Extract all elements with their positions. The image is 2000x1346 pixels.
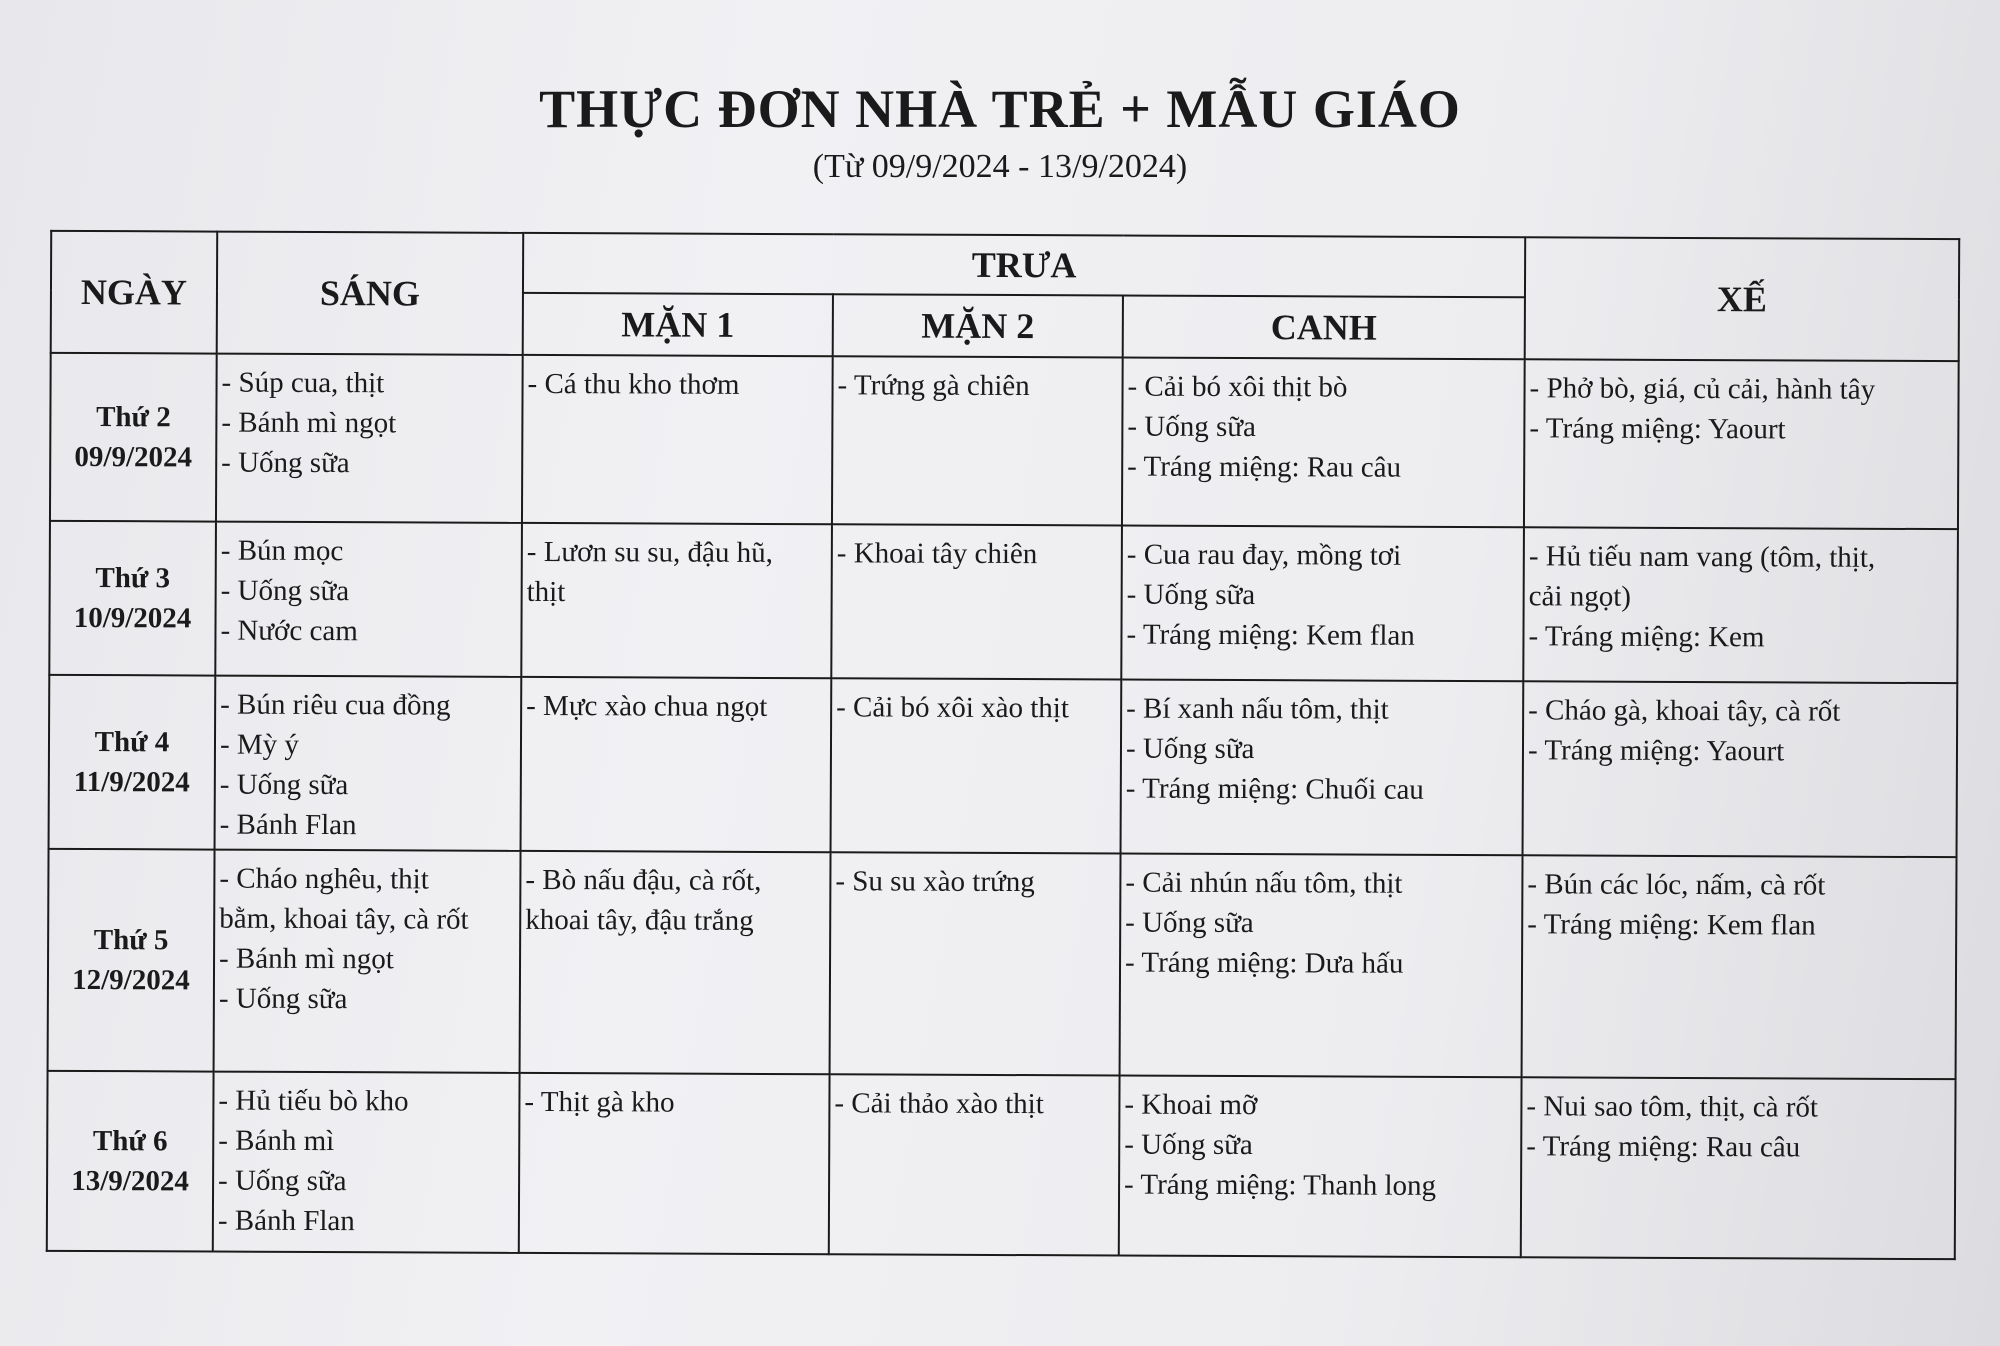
man1-cell <box>521 523 832 678</box>
menu-line: - Uống sữa <box>218 1164 347 1198</box>
menu-line: - Cải thảo xào thịt <box>834 1087 1044 1121</box>
menu-line: - Tráng miệng: Dưa hấu <box>1124 946 1404 980</box>
menu-line: - Cải nhún nấu tôm, thịt <box>1125 866 1403 900</box>
menu-line: - Cháo nghêu, thịt <box>219 862 429 896</box>
date-range-subtitle: (Từ 09/9/2024 - 13/9/2024) <box>812 148 1188 185</box>
menu-line: - Bánh Flan <box>219 808 357 842</box>
day-cell <box>49 675 216 850</box>
menu-line: - Bún riêu cua đồng <box>220 688 451 722</box>
menu-line: - Tráng miệng: Kem flan <box>1126 618 1415 652</box>
menu-line: thịt <box>526 575 566 609</box>
menu-line: - Tráng miệng: Kem flan <box>1527 908 1816 942</box>
menu-line: - Bún mọc <box>220 534 344 568</box>
menu-line: - Cải bó xôi thịt bò <box>1127 370 1348 404</box>
menu-line: - Bánh mì ngọt <box>218 942 394 976</box>
menu-line: - Uống sữa <box>1127 410 1256 444</box>
menu-body <box>47 353 1959 1259</box>
sang-cell <box>213 1072 520 1253</box>
day-date: 11/9/2024 <box>73 765 190 799</box>
menu-line: - Khoai tây chiên <box>836 537 1038 571</box>
menu-line: - Trứng gà chiên <box>837 369 1030 403</box>
menu-line: - Uống sữa <box>220 574 350 608</box>
man2-cell <box>831 524 1122 679</box>
menu-line: - Uống sữa <box>219 768 349 802</box>
menu-line: - Uống sữa <box>221 446 350 480</box>
menu-line: - Su su xào trứng <box>835 865 1035 899</box>
menu-line: - Tráng miệng: Rau câu <box>1526 1130 1801 1164</box>
header-canh: CANH <box>1123 296 1525 360</box>
menu-line: - Phở bò, giá, củ cải, hành tây <box>1529 372 1876 406</box>
page-title: THỰC ĐƠN NHÀ TRẺ + MẪU GIÁO <box>539 79 1461 139</box>
day-date: 09/9/2024 <box>74 440 193 474</box>
canh-cell <box>1119 1076 1522 1258</box>
xe-cell <box>1521 1077 1956 1259</box>
menu-line: - Tráng miệng: Rau câu <box>1127 450 1402 484</box>
header-xe: XẾ <box>1525 237 1960 361</box>
xe-cell <box>1523 681 1958 857</box>
menu-line: - Thịt gà kho <box>524 1085 675 1119</box>
menu-line: - Bánh Flan <box>217 1204 355 1238</box>
canh-cell <box>1121 526 1524 682</box>
man2-cell <box>829 1074 1120 1255</box>
xe-cell <box>1524 359 1959 529</box>
menu-line: - Bí xanh nấu tôm, thịt <box>1126 692 1389 726</box>
menu-line: - Hủ tiếu nam vang (tôm, thịt, <box>1528 540 1876 574</box>
menu-line: - Cua rau đay, mồng tơi <box>1126 538 1402 572</box>
header-man1: MẶN 1 <box>523 293 833 356</box>
header-ngay: NGÀY <box>51 231 218 354</box>
table-row <box>49 521 1958 683</box>
menu-line: - Tráng miệng: Kem <box>1528 620 1765 654</box>
xe-cell <box>1522 855 1957 1079</box>
menu-line: - Uống sữa <box>1125 906 1254 940</box>
day-name: Thứ 5 <box>93 924 169 957</box>
menu-line: - Uống sữa <box>218 982 348 1016</box>
menu-line: - Nui sao tôm, thịt, cà rốt <box>1526 1090 1819 1124</box>
sang-cell <box>215 676 522 851</box>
day-cell <box>47 1071 214 1252</box>
menu-line: - Bò nấu đậu, cà rốt, <box>525 863 762 897</box>
day-date: 10/9/2024 <box>73 601 192 635</box>
menu-line: - Lươn su su, đậu hũ, <box>526 535 774 569</box>
xe-cell <box>1523 527 1958 683</box>
menu-line: - Uống sữa <box>1126 578 1256 612</box>
menu-line: - Mỳ ý <box>219 728 300 761</box>
menu-line: - Tráng miệng: Thanh long <box>1124 1168 1437 1202</box>
man1-cell <box>519 1073 830 1254</box>
day-date: 12/9/2024 <box>72 963 190 997</box>
menu-line: - Tráng miệng: Yaourt <box>1529 412 1786 446</box>
menu-line: - Súp cua, thịt <box>221 366 385 400</box>
sang-cell <box>214 850 521 1073</box>
menu-line: - Bún các lóc, nấm, cà rốt <box>1527 868 1826 902</box>
menu-line: - Bánh mì <box>218 1124 335 1158</box>
menu-line: - Tráng miệng: Yaourt <box>1527 734 1785 768</box>
menu-line: - Cải bó xôi xào thịt <box>836 691 1070 725</box>
menu-line: - Mực xào chua ngọt <box>526 689 768 723</box>
day-name: Thứ 4 <box>94 726 170 759</box>
menu-line: - Tráng miệng: Chuối cau <box>1125 772 1424 806</box>
table-row <box>49 675 1958 857</box>
menu-line: - Nước cam <box>220 614 358 648</box>
man1-cell <box>522 355 833 524</box>
menu-line: - Cá thu kho thơm <box>527 367 740 401</box>
menu-line: bằm, khoai tây, cà rốt <box>219 902 469 936</box>
day-name: Thứ 3 <box>95 562 171 595</box>
menu-line: - Cháo gà, khoai tây, cà rốt <box>1528 694 1841 728</box>
sang-cell <box>216 354 523 523</box>
menu-line: - Uống sữa <box>1124 1128 1253 1162</box>
day-cell <box>50 353 217 522</box>
menu-line: khoai tây, đậu trắng <box>525 903 754 937</box>
menu-table <box>46 230 1960 1260</box>
canh-cell <box>1122 358 1525 528</box>
menu-line: cải ngọt) <box>1528 580 1632 613</box>
man2-cell <box>830 852 1121 1075</box>
table-row <box>47 1071 1956 1259</box>
man1-cell <box>521 677 832 852</box>
man2-cell <box>832 356 1123 525</box>
man2-cell <box>831 678 1122 853</box>
day-name: Thứ 2 <box>96 401 171 434</box>
man1-cell <box>520 851 831 1074</box>
table-row <box>50 353 1959 529</box>
table-row <box>48 849 1957 1079</box>
header-trua: TRƯA <box>523 233 1525 297</box>
day-cell <box>49 521 216 676</box>
sang-cell <box>215 522 522 677</box>
header-man2: MẶN 2 <box>833 294 1123 357</box>
canh-cell <box>1121 680 1524 856</box>
menu-line: - Khoai mỡ <box>1124 1088 1258 1122</box>
menu-line: - Hủ tiếu bò kho <box>218 1084 409 1118</box>
day-cell <box>48 849 215 1072</box>
canh-cell <box>1120 854 1523 1078</box>
day-name: Thứ 6 <box>92 1125 168 1158</box>
day-date: 13/9/2024 <box>71 1164 189 1198</box>
header-sang: SÁNG <box>217 232 524 355</box>
menu-line: - Bánh mì ngọt <box>221 406 397 440</box>
menu-line: - Uống sữa <box>1125 732 1255 766</box>
